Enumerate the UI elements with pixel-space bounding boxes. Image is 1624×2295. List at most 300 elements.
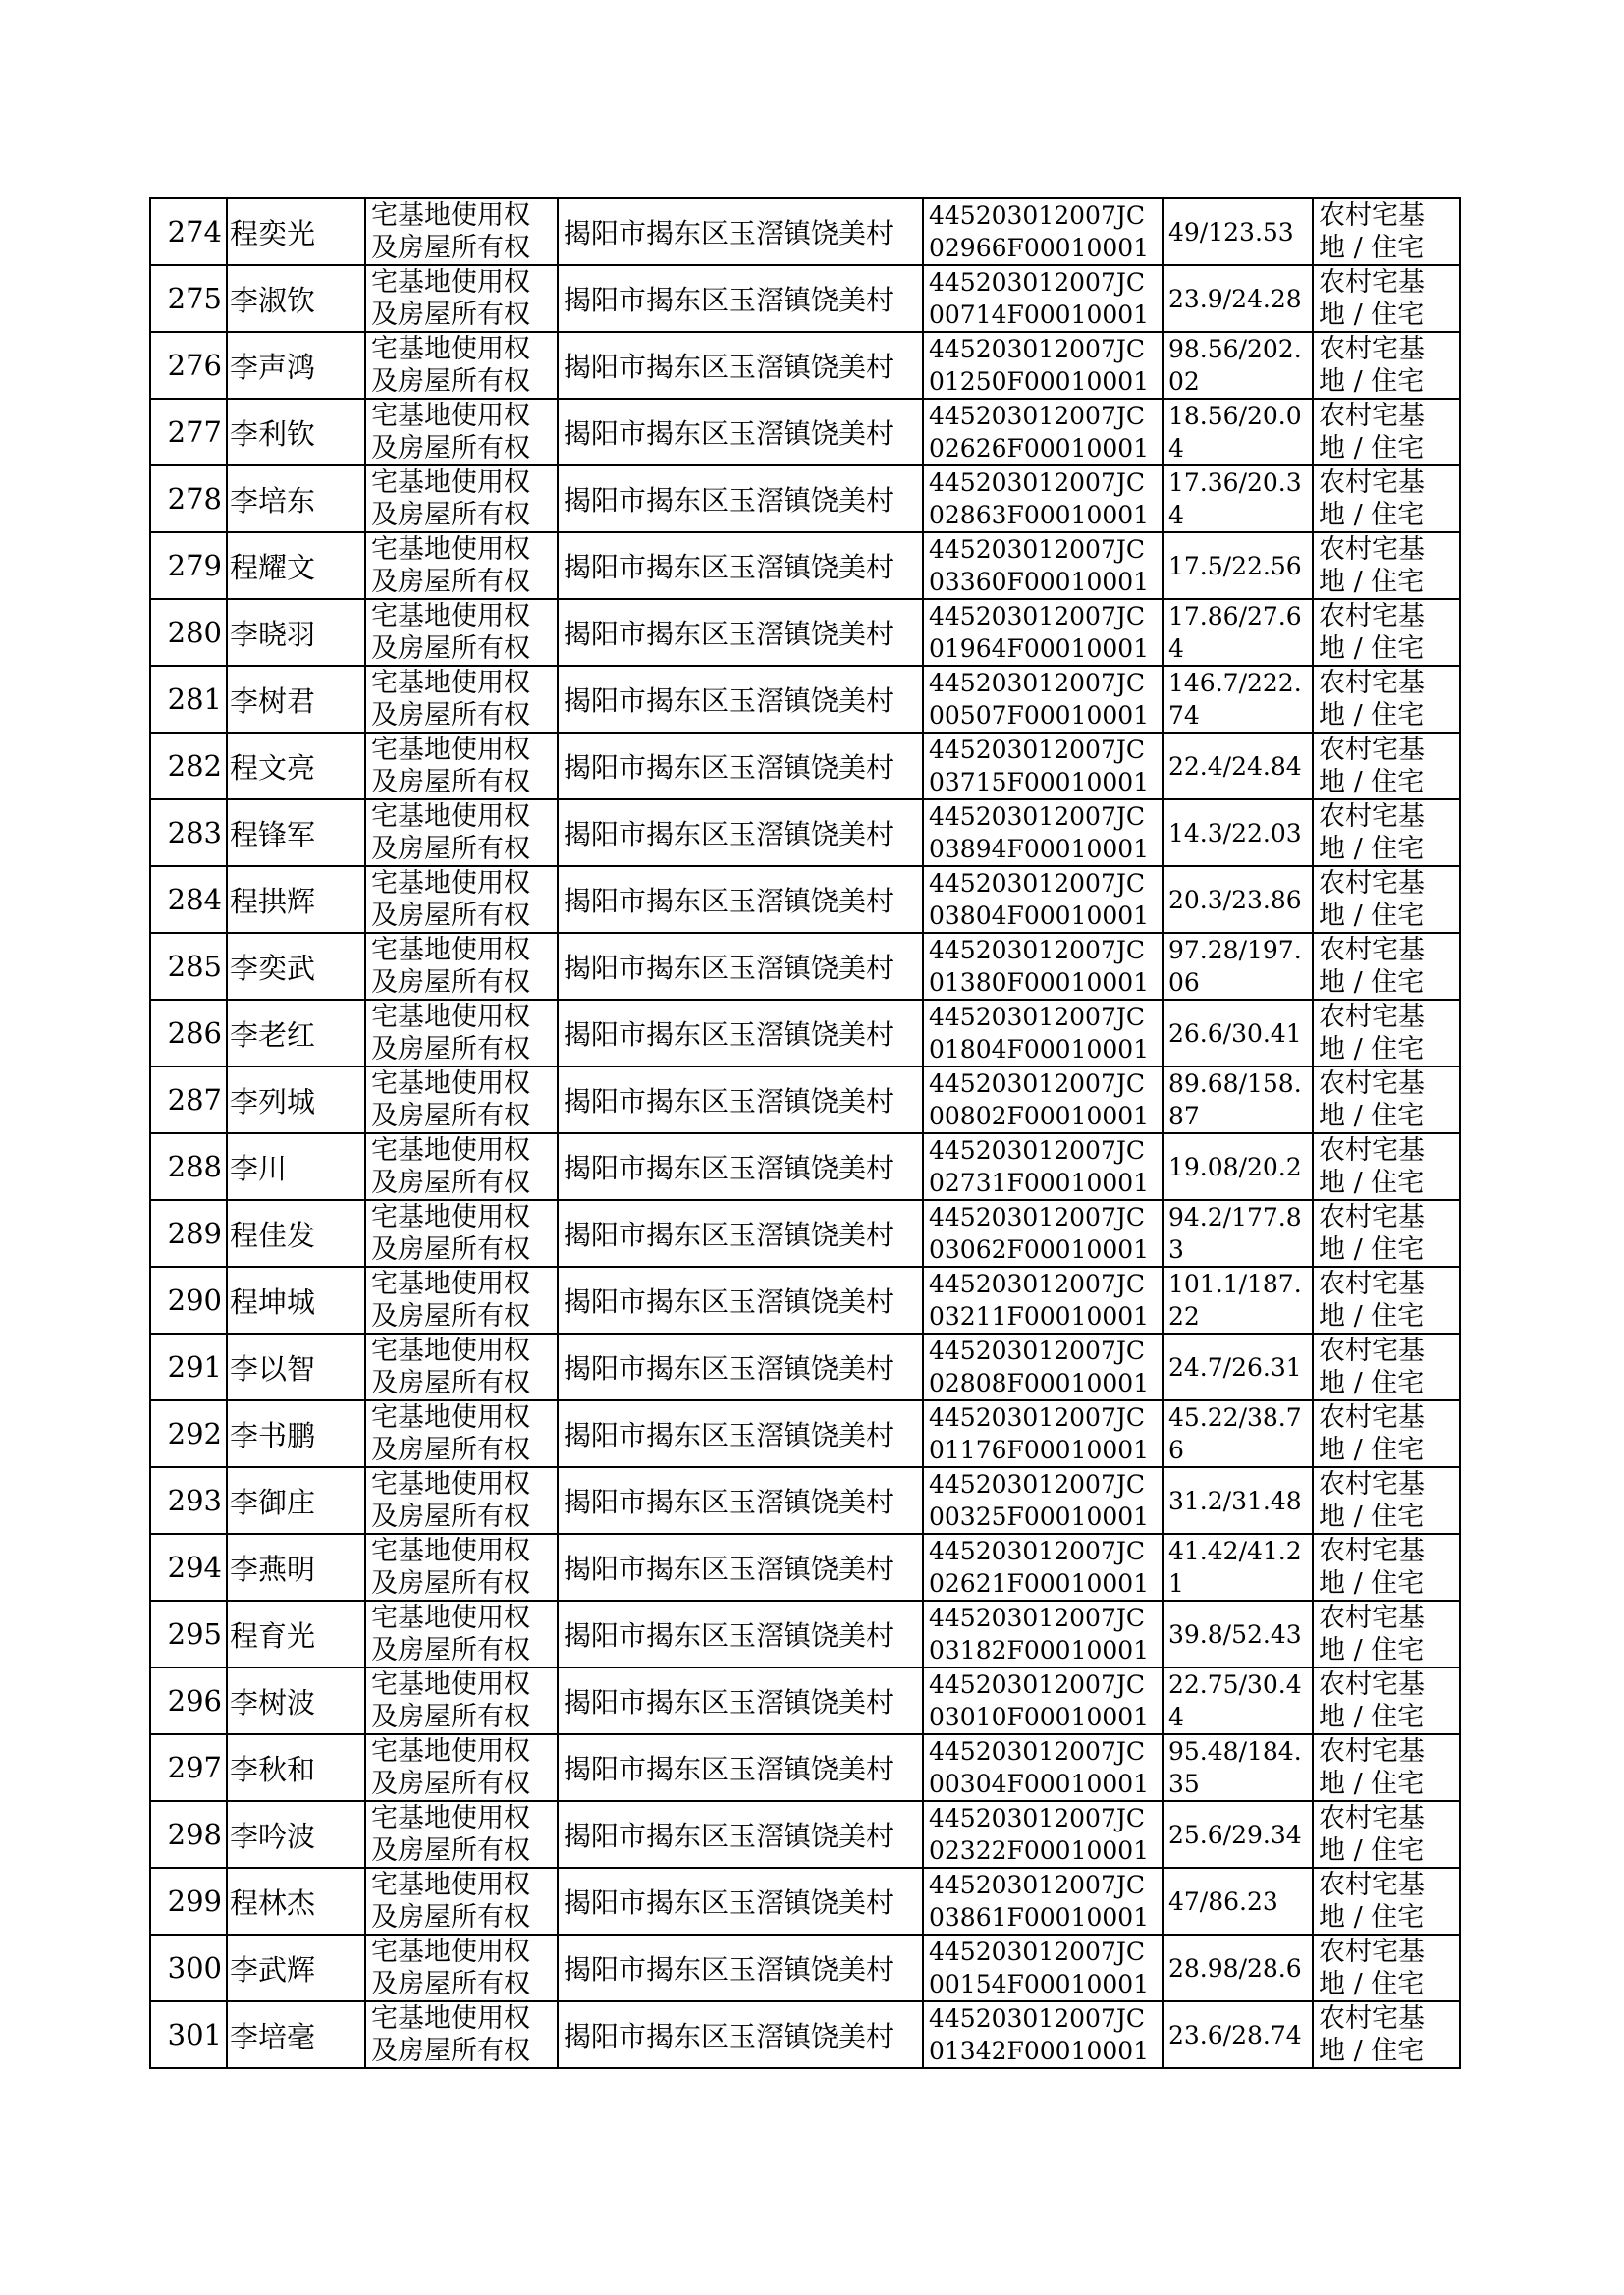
right-type [365,465,558,532]
table-row [150,1868,1460,1935]
row-number: 289 [150,1200,227,1267]
right-type-line: 及房屋所有权 [371,834,530,864]
right-type-line: 宅基地使用权 [371,1336,530,1366]
owner-name: 程育光 [227,1601,365,1667]
land-use [1313,1601,1460,1667]
owner-name: 李书鹏 [227,1400,365,1467]
property-location: 揭阳市揭东区玉滘镇饶美村 [558,265,923,332]
right-type-line: 及房屋所有权 [371,967,530,998]
table-row [150,265,1460,332]
unit-code: 445203012007JC02808F00010001 [923,1334,1163,1400]
area-value: 17.36/20.34 [1163,465,1313,532]
owner-name: 程文亮 [227,733,365,799]
land-use-line: 农村宅基 [1319,1336,1425,1366]
property-location: 揭阳市揭东区玉滘镇饶美村 [558,332,923,399]
right-type-line: 及房屋所有权 [371,2036,530,2066]
area-value: 23.6/28.74 [1163,2001,1313,2068]
area-value: 19.08/20.2 [1163,1133,1313,1200]
property-location: 揭阳市揭东区玉滘镇饶美村 [558,599,923,666]
land-use [1313,1200,1460,1267]
row-number: 278 [150,465,227,532]
land-use-line: 地 / 住宅 [1319,700,1425,731]
owner-name: 李声鸿 [227,332,365,399]
area-value: 41.42/41.21 [1163,1534,1313,1601]
right-type-line: 宅基地使用权 [371,1202,530,1232]
right-type [365,1334,558,1400]
right-type [365,2001,558,2068]
land-use-line: 农村宅基 [1319,1603,1425,1633]
right-type-line: 及房屋所有权 [371,1568,530,1599]
owner-name: 李利钦 [227,399,365,465]
land-use-line: 地 / 住宅 [1319,1301,1425,1332]
unit-code: 445203012007JC01342F00010001 [923,2001,1163,2068]
table-row [150,1534,1460,1601]
property-location: 揭阳市揭东区玉滘镇饶美村 [558,1734,923,1801]
right-type-line: 及房屋所有权 [371,633,530,664]
land-use [1313,666,1460,733]
area-value: 18.56/20.04 [1163,399,1313,465]
table-row [150,666,1460,733]
owner-name: 李御庄 [227,1467,365,1534]
unit-code: 445203012007JC01250F00010001 [923,332,1163,399]
right-type-line: 宅基地使用权 [371,868,530,899]
property-location: 揭阳市揭东区玉滘镇饶美村 [558,1400,923,1467]
right-type [365,1868,558,1935]
unit-code: 445203012007JC03894F00010001 [923,799,1163,866]
unit-code: 445203012007JC02626F00010001 [923,399,1163,465]
table-row [150,1200,1460,1267]
land-use [1313,1534,1460,1601]
land-use [1313,2001,1460,2068]
unit-code: 445203012007JC02966F00010001 [923,198,1163,265]
right-type-line: 及房屋所有权 [371,1234,530,1265]
land-use-line: 地 / 住宅 [1319,1568,1425,1599]
right-type [365,599,558,666]
land-use [1313,1000,1460,1066]
owner-name: 李川 [227,1133,365,1200]
property-location: 揭阳市揭东区玉滘镇饶美村 [558,666,923,733]
right-type-line: 宅基地使用权 [371,1002,530,1032]
right-type [365,1667,558,1734]
land-use-line: 农村宅基 [1319,668,1425,698]
land-use-line: 农村宅基 [1319,1202,1425,1232]
right-type-line: 宅基地使用权 [371,401,530,431]
table-row [150,1400,1460,1467]
unit-code: 445203012007JC00154F00010001 [923,1935,1163,2001]
land-use-line: 地 / 住宅 [1319,767,1425,797]
owner-name: 李燕明 [227,1534,365,1601]
row-number: 274 [150,198,227,265]
table-row [150,1066,1460,1133]
land-use-line: 地 / 住宅 [1319,300,1425,330]
owner-name: 程耀文 [227,532,365,599]
land-use [1313,532,1460,599]
right-type-line: 及房屋所有权 [371,767,530,797]
land-use-line: 地 / 住宅 [1319,1168,1425,1198]
land-use [1313,1066,1460,1133]
right-type-line: 宅基地使用权 [371,1736,530,1767]
right-type-line: 及房屋所有权 [371,1902,530,1933]
land-use-line: 地 / 住宅 [1319,500,1425,530]
owner-name: 李武辉 [227,1935,365,2001]
right-type-line: 及房屋所有权 [371,1635,530,1666]
right-type-line: 及房屋所有权 [371,500,530,530]
owner-name: 李树君 [227,666,365,733]
property-location: 揭阳市揭东区玉滘镇饶美村 [558,1601,923,1667]
area-value: 17.86/27.64 [1163,599,1313,666]
owner-name: 李晓羽 [227,599,365,666]
row-number: 284 [150,866,227,933]
land-use-line: 农村宅基 [1319,267,1425,298]
property-location: 揭阳市揭东区玉滘镇饶美村 [558,1868,923,1935]
owner-name: 李培东 [227,465,365,532]
area-value: 146.7/222.74 [1163,666,1313,733]
land-use-line: 农村宅基 [1319,1536,1425,1566]
unit-code: 445203012007JC00304F00010001 [923,1734,1163,1801]
table-row [150,1133,1460,1200]
land-use-line: 农村宅基 [1319,801,1425,832]
right-type [365,733,558,799]
row-number: 285 [150,933,227,1000]
unit-code: 445203012007JC00714F00010001 [923,265,1163,332]
land-use-line: 地 / 住宅 [1319,433,1425,464]
area-value: 22.75/30.44 [1163,1667,1313,1734]
right-type-line: 宅基地使用权 [371,1469,530,1500]
right-type [365,1400,558,1467]
land-use-line: 农村宅基 [1319,1402,1425,1433]
land-use [1313,1935,1460,2001]
right-type-line: 及房屋所有权 [371,1702,530,1732]
unit-code: 445203012007JC01804F00010001 [923,1000,1163,1066]
owner-name: 李秋和 [227,1734,365,1801]
unit-code: 445203012007JC02731F00010001 [923,1133,1163,1200]
table-row [150,1267,1460,1334]
land-use [1313,1734,1460,1801]
property-location: 揭阳市揭东区玉滘镇饶美村 [558,1267,923,1334]
land-use-line: 地 / 住宅 [1319,967,1425,998]
table-row [150,1935,1460,2001]
land-use [1313,1667,1460,1734]
row-number: 282 [150,733,227,799]
land-use-line: 农村宅基 [1319,1669,1425,1700]
right-type-line: 及房屋所有权 [371,233,530,263]
land-use-line: 地 / 住宅 [1319,233,1425,263]
row-number: 286 [150,1000,227,1066]
right-type [365,1267,558,1334]
property-location: 揭阳市揭东区玉滘镇饶美村 [558,866,923,933]
right-type-line: 及房屋所有权 [371,1969,530,1999]
area-value: 45.22/38.76 [1163,1400,1313,1467]
table-row [150,1667,1460,1734]
right-type-line: 及房屋所有权 [371,1101,530,1131]
property-location: 揭阳市揭东区玉滘镇饶美村 [558,1334,923,1400]
right-type-line: 宅基地使用权 [371,534,530,565]
right-type-line: 宅基地使用权 [371,1669,530,1700]
land-use-line: 地 / 住宅 [1319,1902,1425,1933]
table-row [150,1000,1460,1066]
unit-code: 445203012007JC02621F00010001 [923,1534,1163,1601]
land-use-line: 农村宅基 [1319,2003,1425,2034]
property-location: 揭阳市揭东区玉滘镇饶美村 [558,1200,923,1267]
table-row [150,933,1460,1000]
owner-name: 李以智 [227,1334,365,1400]
right-type-line: 宅基地使用权 [371,334,530,364]
area-value: 95.48/184.35 [1163,1734,1313,1801]
owner-name: 程奕光 [227,198,365,265]
land-use [1313,1400,1460,1467]
right-type [365,1200,558,1267]
land-use-line: 农村宅基 [1319,401,1425,431]
right-type [365,1601,558,1667]
row-number: 295 [150,1601,227,1667]
right-type-line: 宅基地使用权 [371,1135,530,1166]
right-type-line: 及房屋所有权 [371,1034,530,1065]
land-use [1313,1868,1460,1935]
unit-code: 445203012007JC02322F00010001 [923,1801,1163,1868]
right-type-line: 及房屋所有权 [371,901,530,931]
owner-name: 程坤城 [227,1267,365,1334]
right-type-line: 宅基地使用权 [371,1402,530,1433]
right-type-line: 宅基地使用权 [371,935,530,965]
row-number: 293 [150,1467,227,1534]
property-registry-table [149,197,1461,2069]
land-use-line: 地 / 住宅 [1319,366,1425,397]
right-type-line: 宅基地使用权 [371,1870,530,1900]
property-location: 揭阳市揭东区玉滘镇饶美村 [558,1935,923,2001]
owner-name: 程拱辉 [227,866,365,933]
table-row [150,1734,1460,1801]
property-location: 揭阳市揭东区玉滘镇饶美村 [558,1133,923,1200]
land-use [1313,733,1460,799]
land-use-line: 农村宅基 [1319,868,1425,899]
land-use-line: 农村宅基 [1319,1469,1425,1500]
row-number: 287 [150,1066,227,1133]
right-type [365,1734,558,1801]
owner-name: 李老红 [227,1000,365,1066]
row-number: 279 [150,532,227,599]
land-use-line: 农村宅基 [1319,1269,1425,1299]
unit-code: 445203012007JC01380F00010001 [923,933,1163,1000]
row-number: 277 [150,399,227,465]
right-type [365,1467,558,1534]
right-type-line: 及房屋所有权 [371,1835,530,1866]
right-type [365,1801,558,1868]
right-type-line: 宅基地使用权 [371,601,530,631]
land-use [1313,465,1460,532]
land-use [1313,1133,1460,1200]
right-type-line: 及房屋所有权 [371,300,530,330]
table-row [150,198,1460,265]
row-number: 280 [150,599,227,666]
property-location: 揭阳市揭东区玉滘镇饶美村 [558,1534,923,1601]
owner-name: 程林杰 [227,1868,365,1935]
land-use-line: 农村宅基 [1319,601,1425,631]
unit-code: 445203012007JC03211F00010001 [923,1267,1163,1334]
right-type-line: 宅基地使用权 [371,1269,530,1299]
area-value: 25.6/29.34 [1163,1801,1313,1868]
land-use-line: 地 / 住宅 [1319,1234,1425,1265]
land-use-line: 农村宅基 [1319,1937,1425,1967]
right-type-line: 宅基地使用权 [371,1937,530,1967]
property-location: 揭阳市揭东区玉滘镇饶美村 [558,933,923,1000]
right-type-line: 宅基地使用权 [371,1603,530,1633]
property-location: 揭阳市揭东区玉滘镇饶美村 [558,399,923,465]
unit-code: 445203012007JC00802F00010001 [923,1066,1163,1133]
land-use [1313,1334,1460,1400]
right-type-line: 及房屋所有权 [371,567,530,597]
row-number: 294 [150,1534,227,1601]
land-use-line: 农村宅基 [1319,467,1425,498]
right-type-line: 及房屋所有权 [371,1301,530,1332]
row-number: 281 [150,666,227,733]
land-use-line: 地 / 住宅 [1319,1969,1425,1999]
right-type-line: 宅基地使用权 [371,1068,530,1099]
row-number: 297 [150,1734,227,1801]
area-value: 97.28/197.06 [1163,933,1313,1000]
owner-name: 程锋军 [227,799,365,866]
right-type [365,933,558,1000]
right-type-line: 及房屋所有权 [371,1368,530,1398]
row-number: 288 [150,1133,227,1200]
area-value: 28.98/28.6 [1163,1935,1313,2001]
land-use-line: 农村宅基 [1319,1803,1425,1833]
owner-name: 李淑钦 [227,265,365,332]
registry-table-body [150,198,1460,2068]
right-type-line: 宅基地使用权 [371,1536,530,1566]
right-type-line: 及房屋所有权 [371,433,530,464]
land-use [1313,265,1460,332]
land-use-line: 农村宅基 [1319,1135,1425,1166]
right-type-line: 及房屋所有权 [371,700,530,731]
land-use-line: 地 / 住宅 [1319,567,1425,597]
land-use-line: 地 / 住宅 [1319,1101,1425,1131]
table-row [150,465,1460,532]
area-value: 89.68/158.87 [1163,1066,1313,1133]
land-use-line: 地 / 住宅 [1319,1034,1425,1065]
land-use-line: 地 / 住宅 [1319,1769,1425,1799]
property-location: 揭阳市揭东区玉滘镇饶美村 [558,1801,923,1868]
unit-code: 445203012007JC03182F00010001 [923,1601,1163,1667]
right-type [365,399,558,465]
right-type [365,1534,558,1601]
table-row [150,1334,1460,1400]
row-number: 292 [150,1400,227,1467]
land-use-line: 地 / 住宅 [1319,633,1425,664]
unit-code: 445203012007JC01176F00010001 [923,1400,1163,1467]
land-use-line: 农村宅基 [1319,1870,1425,1900]
land-use-line: 农村宅基 [1319,534,1425,565]
land-use [1313,866,1460,933]
right-type-line: 及房屋所有权 [371,366,530,397]
table-row [150,1467,1460,1534]
property-location: 揭阳市揭东区玉滘镇饶美村 [558,465,923,532]
area-value: 39.8/52.43 [1163,1601,1313,1667]
owner-name: 李吟波 [227,1801,365,1868]
land-use-line: 农村宅基 [1319,1068,1425,1099]
property-location: 揭阳市揭东区玉滘镇饶美村 [558,2001,923,2068]
land-use [1313,198,1460,265]
right-type [365,1066,558,1133]
row-number: 301 [150,2001,227,2068]
area-value: 20.3/23.86 [1163,866,1313,933]
area-value: 101.1/187.22 [1163,1267,1313,1334]
area-value: 26.6/30.41 [1163,1000,1313,1066]
table-row [150,866,1460,933]
property-location: 揭阳市揭东区玉滘镇饶美村 [558,1066,923,1133]
land-use-line: 农村宅基 [1319,735,1425,765]
row-number: 298 [150,1801,227,1868]
land-use [1313,599,1460,666]
row-number: 290 [150,1267,227,1334]
land-use-line: 地 / 住宅 [1319,901,1425,931]
table-row [150,1801,1460,1868]
right-type [365,866,558,933]
land-use [1313,799,1460,866]
land-use-line: 地 / 住宅 [1319,1635,1425,1666]
right-type [365,1935,558,2001]
row-number: 283 [150,799,227,866]
land-use-line: 农村宅基 [1319,935,1425,965]
property-location: 揭阳市揭东区玉滘镇饶美村 [558,733,923,799]
area-value: 23.9/24.28 [1163,265,1313,332]
owner-name: 李列城 [227,1066,365,1133]
land-use [1313,1467,1460,1534]
right-type [365,666,558,733]
right-type-line: 及房屋所有权 [371,1435,530,1465]
table-row [150,599,1460,666]
area-value: 47/86.23 [1163,1868,1313,1935]
land-use-line: 农村宅基 [1319,334,1425,364]
right-type [365,198,558,265]
area-value: 22.4/24.84 [1163,733,1313,799]
right-type-line: 宅基地使用权 [371,467,530,498]
unit-code: 445203012007JC00507F00010001 [923,666,1163,733]
land-use-line: 农村宅基 [1319,1002,1425,1032]
area-value: 98.56/202.02 [1163,332,1313,399]
right-type [365,332,558,399]
right-type-line: 宅基地使用权 [371,735,530,765]
row-number: 291 [150,1334,227,1400]
property-location: 揭阳市揭东区玉滘镇饶美村 [558,532,923,599]
row-number: 299 [150,1868,227,1935]
area-value: 14.3/22.03 [1163,799,1313,866]
table-row [150,799,1460,866]
row-number: 275 [150,265,227,332]
land-use [1313,332,1460,399]
unit-code: 445203012007JC03715F00010001 [923,733,1163,799]
right-type-line: 及房屋所有权 [371,1168,530,1198]
property-location: 揭阳市揭东区玉滘镇饶美村 [558,1667,923,1734]
unit-code: 445203012007JC02863F00010001 [923,465,1163,532]
land-use-line: 地 / 住宅 [1319,1835,1425,1866]
land-use-line: 地 / 住宅 [1319,1502,1425,1532]
right-type-line: 及房屋所有权 [371,1769,530,1799]
right-type [365,532,558,599]
unit-code: 445203012007JC03062F00010001 [923,1200,1163,1267]
unit-code: 445203012007JC03010F00010001 [923,1667,1163,1734]
land-use [1313,1267,1460,1334]
land-use-line: 地 / 住宅 [1319,1435,1425,1465]
row-number: 276 [150,332,227,399]
land-use [1313,399,1460,465]
land-use-line: 地 / 住宅 [1319,1702,1425,1732]
area-value: 24.7/26.31 [1163,1334,1313,1400]
area-value: 31.2/31.48 [1163,1467,1313,1534]
land-use-line: 地 / 住宅 [1319,1368,1425,1398]
area-value: 94.2/177.83 [1163,1200,1313,1267]
table-row [150,1601,1460,1667]
land-use [1313,1801,1460,1868]
